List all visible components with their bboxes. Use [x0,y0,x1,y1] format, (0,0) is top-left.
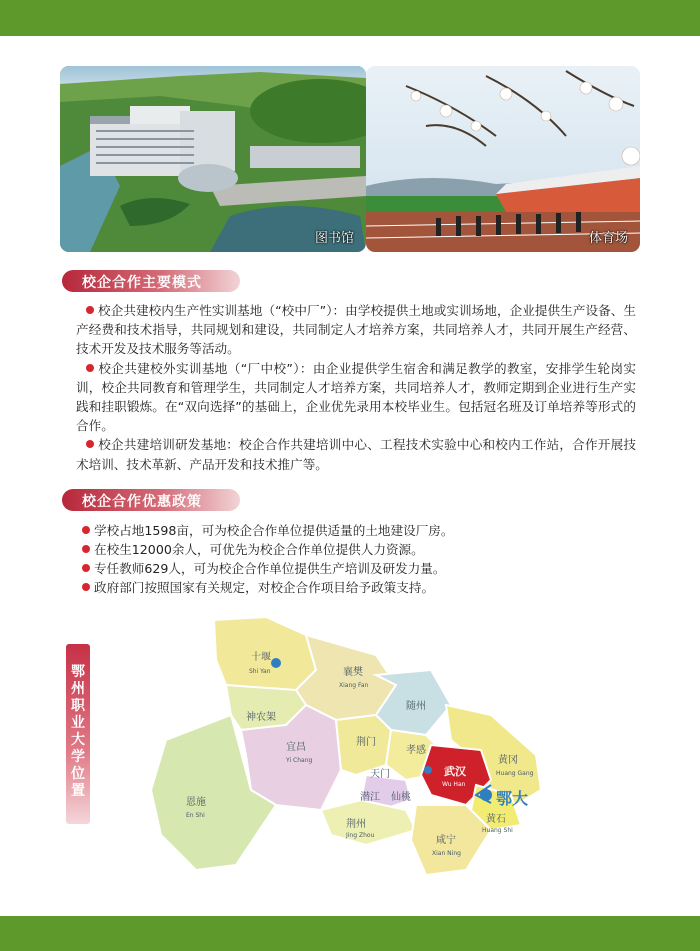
list-item: 专任教师629人，可为校企合作单位提供生产培训及研发力量。 [82,559,622,578]
bullet-icon [86,440,94,448]
mode-paragraph: 校企共建培训研发基地：校企合作共建培训中心、工程技术实验中心和校内工作站，合作开展技术培训、技术革新、产品开发和技术推广等。 [76,437,636,472]
label-shennongjia: 神农架 [246,712,276,723]
mode-paragraph: 校企共建校外实训基地（“厂中校”）：由企业提供学生宿舍和满足教学的教室，安排学生轮岗实训，校企共同教育和管理学生，共同制定人才培养方案，共同培养人才，教师定期到企业进行生产实践和挂职锻炼。在“双向选择”的基础上，企业优先录用本校毕业生。包括冠名班及订单培养等形式的合作。 [76,360,636,434]
library-photo [60,66,366,252]
bullet-icon [82,583,90,591]
label-huangshi: 黄石 [486,814,506,825]
top-green-band [0,0,700,36]
label-jingzhou: 荆州 [346,819,366,830]
label-suizhou: 随州 [406,701,426,712]
bullet-icon [86,306,94,314]
label-enshi: 恩施 [186,797,206,808]
list-item: 政府部门按照国家有关规定，对校企合作项目给予政策支持。 [82,578,622,597]
label-wuhan: 武汉 [444,765,466,778]
label-enshi-en: En Shi [186,812,205,819]
city-marker-icon [424,766,432,774]
stadium-photo [366,66,640,252]
section-title: 校企合作优惠政策 [82,494,202,510]
label-huangshi-en: Huang Shi [482,827,513,834]
stadium-caption: 体育场 [588,231,628,246]
label-huanggang-en: Huang Gang [496,770,534,777]
label-shiyan: 十堰 [251,652,271,663]
label-xianning-en: Xian Ning [432,850,461,857]
bullet-icon [82,545,90,553]
label-xiangfan: 襄樊 [343,667,363,678]
label-ezhou-university: 鄂大 [496,789,529,808]
bullet-icon [82,564,90,572]
label-xiangfan-en: Xiang Fan [339,682,369,689]
mode-paragraph: 校企共建校内生产性实训基地（“校中厂”）：由学校提供土地或实训场地，企业提供生产设备、生产经费和技术指导，共同规划和建设，共同制定人才培养方案，共同培养人才，共同开展生产经营、技术开发及技术服务等活动。 [76,303,636,357]
section-header-policies [62,489,240,511]
section-header-modes [62,270,240,292]
hubei-map [146,615,556,885]
label-tianmen: 天门 [370,769,390,780]
list-item: 在校生12000余人，可优先为校企合作单位提供人力资源。 [82,540,622,559]
bullet-icon [86,364,94,372]
label-shiyan-en: Shi Yan [249,668,271,675]
library-caption: 图书馆 [314,231,354,246]
label-wuhan-en: Wu Han [442,781,466,788]
bottom-green-band [0,916,700,951]
label-xiantao: 仙桃 [391,792,411,803]
modes-body [76,301,636,474]
policy-list [82,521,622,597]
label-xiaogan: 孝感 [406,745,426,756]
label-yichang: 宜昌 [286,742,306,753]
label-jingzhou-en: Jing Zhou [346,832,375,839]
label-xianning: 咸宁 [436,835,456,846]
label-jingmen: 荆门 [356,737,376,748]
list-item: 学校占地1598亩，可为校企合作单位提供适量的土地建设厂房。 [82,521,622,540]
section-title: 校企合作主要模式 [82,275,202,291]
label-qianjiang: 潜江 [360,792,380,803]
bullet-icon [82,526,90,534]
city-marker-icon [271,658,281,668]
label-huanggang: 黄冈 [498,755,518,766]
label-yichang-en: Yi Chang [286,757,313,764]
location-vertical-label: 鄂州职业大学位置 [66,644,90,824]
